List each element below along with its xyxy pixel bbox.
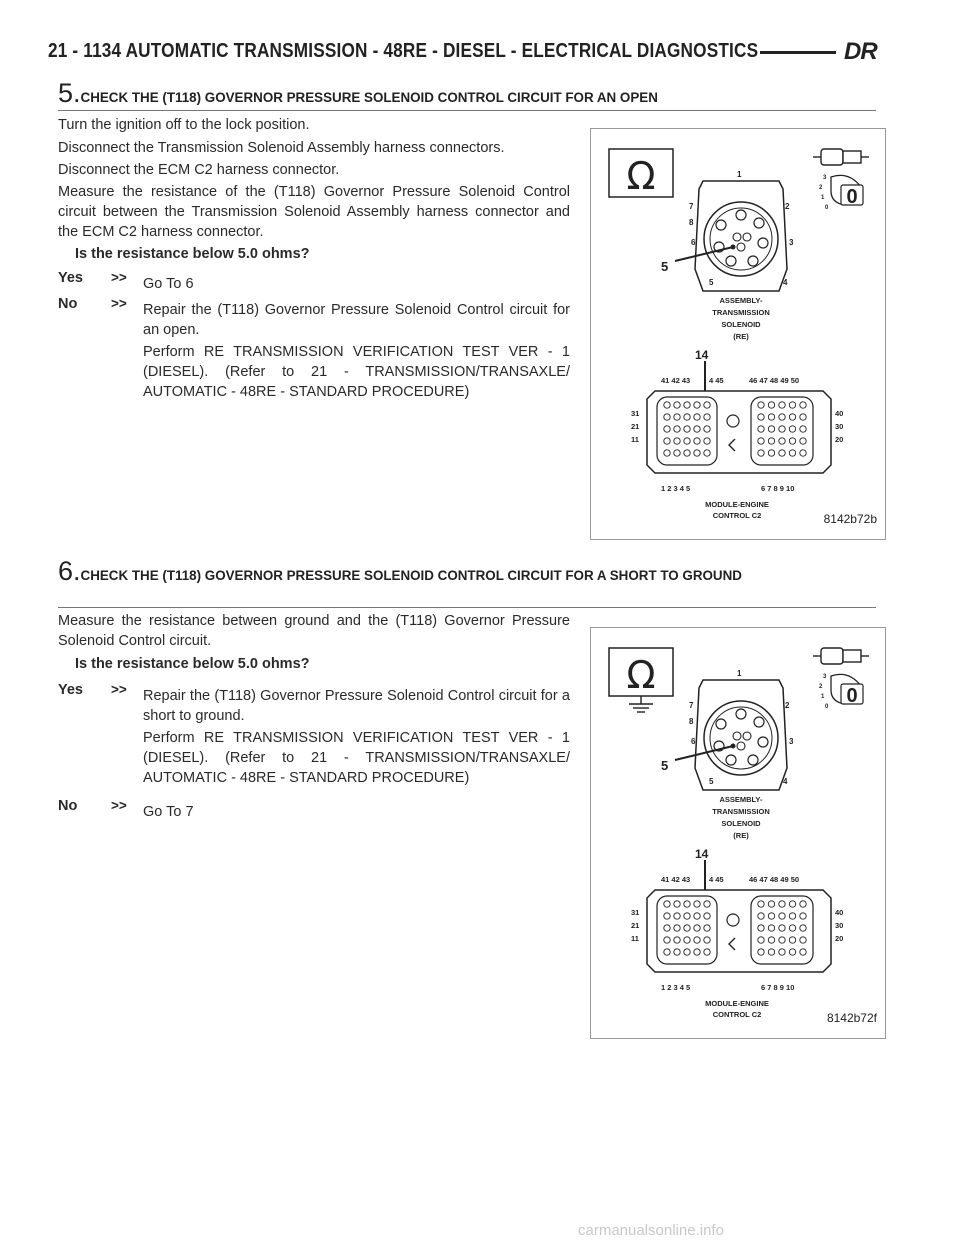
watermark: carmanualsonline.info — [578, 1222, 724, 1239]
step5-yes-text: Go To 6 — [143, 276, 194, 292]
ecm-pin-label: 21 — [631, 921, 640, 930]
ohm-symbol: Ω — [626, 653, 656, 697]
ecm-pin — [684, 925, 690, 931]
ecm-pin — [768, 913, 774, 919]
ecm-pin — [800, 937, 806, 943]
ecm-pin-label: 11 — [631, 934, 639, 943]
ecm-pin-label: 31 — [631, 409, 640, 418]
ecm-pin — [704, 438, 710, 444]
round-caption: ASSEMBLY- — [719, 296, 763, 305]
round-callout-label: 5 — [661, 758, 669, 773]
step5-paragraph: Measure the resistance of the (T118) Governor Pressure Solenoid Control circuit between the Transmission Solenoid Assembly harness connector and the ECM C2 harness connector. — [58, 184, 570, 240]
ecm-pin — [674, 901, 680, 907]
step5-no-text: Perform RE TRANSMISSION VERIFICATION TEST VER - 1 (DIESEL). (Refer to 21 - TRANSMISSION/TRANSAXLE/ AUTOMATIC - 48RE - STANDARD PROCEDURE) — [143, 344, 570, 400]
ecm-caption: MODULE-ENGINE — [705, 999, 769, 1008]
ecm-pin-label: 40 — [835, 908, 844, 917]
step6-number: 6. — [58, 556, 81, 586]
figure-id: 8142b72f — [826, 1011, 877, 1025]
meter-scale-label: 1 — [821, 195, 825, 201]
ecm-pin — [684, 414, 690, 420]
plug-icon — [821, 648, 843, 664]
ecm-pin-label: 41 42 43 — [661, 376, 691, 385]
ecm-pin — [694, 426, 700, 432]
meter-scale-label: 0 — [825, 205, 829, 211]
ecm-pin-label: 46 47 48 49 50 — [749, 875, 800, 884]
ecm-pin — [674, 937, 680, 943]
round-callout-label: 5 — [661, 259, 669, 274]
meter-digit: 0 — [846, 186, 858, 208]
ecm-pin-label: 1 2 3 4 5 — [661, 484, 691, 493]
ecm-pin — [758, 949, 764, 955]
ecm-pin — [684, 402, 690, 408]
ecm-pin — [704, 901, 710, 907]
ecm-pin — [758, 937, 764, 943]
ecm-pin — [704, 925, 710, 931]
ecm-pin-label: 4 45 — [709, 875, 724, 884]
ecm-caption: CONTROL C2 — [712, 1010, 762, 1019]
ecm-pin — [694, 913, 700, 919]
ecm-pin — [674, 949, 680, 955]
ecm-pin — [768, 949, 774, 955]
ecm-pin — [704, 450, 710, 456]
ecm-pin — [704, 426, 710, 432]
ecm-pin — [664, 450, 670, 456]
ecm-pin — [694, 438, 700, 444]
ecm-pin — [684, 937, 690, 943]
ecm-pin — [800, 426, 806, 432]
ecm-pin — [779, 450, 785, 456]
ecm-pin — [800, 913, 806, 919]
ohm-symbol: Ω — [626, 154, 656, 198]
connector-pin — [737, 243, 745, 251]
ecm-pin-label: 20 — [835, 934, 844, 943]
ecm-pin — [694, 414, 700, 420]
plug-icon — [821, 149, 843, 165]
ecm-pin — [758, 426, 764, 432]
connector-pin — [716, 220, 726, 230]
callout-dot — [731, 744, 736, 749]
ecm-pin — [664, 937, 670, 943]
ecm-pin — [704, 402, 710, 408]
connector-pin — [726, 755, 736, 765]
step6-no-text: Go To 7 — [143, 804, 194, 820]
round-pin-label: 1 — [737, 669, 742, 678]
step5-yes-label: Yes — [58, 270, 83, 286]
ecm-pin — [789, 925, 795, 931]
step5-paragraph: Turn the ignition off to the lock position. — [58, 117, 310, 133]
ecm-pin — [664, 426, 670, 432]
connector-pin — [743, 732, 751, 740]
connector-pin — [754, 218, 764, 228]
ecm-pin — [664, 949, 670, 955]
round-caption: (RE) — [733, 831, 749, 840]
ecm-caption: MODULE-ENGINE — [705, 500, 769, 509]
step5-paragraph: Disconnect the Transmission Solenoid Assembly harness connectors. — [58, 140, 505, 156]
connector-pin — [748, 755, 758, 765]
ecm-callout-label: 14 — [695, 348, 709, 362]
callout-dot — [731, 245, 736, 250]
round-pin-label: 5 — [709, 278, 714, 287]
meter-scale-label: 0 — [825, 704, 829, 710]
ecm-key-hole — [727, 415, 739, 427]
plug-icon — [843, 151, 861, 163]
ecm-pin — [800, 402, 806, 408]
ecm-pin — [789, 937, 795, 943]
step5-heading — [58, 78, 658, 109]
ecm-pin — [768, 937, 774, 943]
ecm-pin — [694, 937, 700, 943]
round-pin-label: 8 — [689, 218, 694, 227]
page-header — [48, 40, 888, 64]
ecm-pin — [779, 426, 785, 432]
connector-pin — [733, 233, 741, 241]
step5-no-text: Repair the (T118) Governor Pressure Solenoid Control circuit for an open. — [143, 302, 570, 338]
ecm-pin — [768, 438, 774, 444]
ecm-pin — [674, 913, 680, 919]
ecm-pin — [758, 402, 764, 408]
step6-figure — [590, 627, 886, 1039]
ecm-pin — [800, 949, 806, 955]
ecm-pin — [758, 414, 764, 420]
plug-icon — [843, 650, 861, 662]
step5-no-arrow: >> — [111, 296, 127, 311]
step5-number: 5. — [58, 78, 81, 108]
figure-id: 8142b72b — [823, 512, 877, 526]
ecm-pin — [704, 949, 710, 955]
header-title: 21 - 1134 AUTOMATIC TRANSMISSION - 48RE - DIESEL - ELECTRICAL DIAGNOSTICS — [48, 40, 759, 62]
header-brand: DR — [844, 38, 877, 65]
step6-rule — [58, 607, 876, 608]
ecm-pin — [664, 438, 670, 444]
ecm-pin — [768, 402, 774, 408]
meter-scale-label: 2 — [819, 684, 823, 690]
round-pin-label: 3 — [789, 238, 794, 247]
connector-pin — [754, 717, 764, 727]
ecm-pin — [758, 925, 764, 931]
ecm-pin — [779, 949, 785, 955]
ecm-pin-label: 11 — [631, 435, 639, 444]
step6-question: Is the resistance below 5.0 ohms? — [75, 656, 310, 672]
step5-rule — [58, 110, 876, 111]
ecm-pin-label: 4 45 — [709, 376, 724, 385]
step6-yes-label: Yes — [58, 682, 83, 698]
ecm-pin — [789, 450, 795, 456]
ecm-pin — [674, 402, 680, 408]
ecm-pin — [684, 901, 690, 907]
ecm-pin-label: 41 42 43 — [661, 875, 691, 884]
ecm-pin — [800, 450, 806, 456]
connector-pin — [748, 256, 758, 266]
ecm-pin — [758, 438, 764, 444]
ecm-pin-label: 40 — [835, 409, 844, 418]
round-caption: (RE) — [733, 332, 749, 341]
ecm-pin — [664, 414, 670, 420]
ecm-pin — [779, 913, 785, 919]
ecm-pin — [789, 949, 795, 955]
connector-pin — [736, 210, 746, 220]
meter-digit: 0 — [846, 685, 858, 707]
connector-pin — [736, 709, 746, 719]
meter-scale-label: 3 — [823, 175, 827, 181]
ecm-key-hole — [727, 914, 739, 926]
step6-heading — [58, 556, 742, 587]
meter-scale-label: 1 — [821, 694, 825, 700]
ecm-pin — [789, 414, 795, 420]
ecm-pin — [664, 913, 670, 919]
round-caption: TRANSMISSION — [712, 308, 770, 317]
connector-pin — [758, 737, 768, 747]
round-pin-label: 6 — [691, 238, 696, 247]
ecm-pin — [779, 901, 785, 907]
round-pin-label: 4 — [783, 278, 788, 287]
ecm-pin — [704, 913, 710, 919]
round-caption: SOLENOID — [721, 819, 761, 828]
ecm-pin — [674, 438, 680, 444]
ecm-pin-label: 46 47 48 49 50 — [749, 376, 800, 385]
ecm-pin — [674, 925, 680, 931]
ecm-pin-label: 21 — [631, 422, 640, 431]
ecm-pin — [779, 925, 785, 931]
round-pin-label: 1 — [737, 170, 742, 179]
ecm-pin — [664, 402, 670, 408]
step5-yes-arrow: >> — [111, 270, 127, 285]
step6-yes-text: Perform RE TRANSMISSION VERIFICATION TEST VER - 1 (DIESEL). (Refer to 21 - TRANSMISSION/TRANSAXLE/ AUTOMATIC - 48RE - STANDARD PROCEDURE) — [143, 730, 570, 786]
ecm-pin — [768, 426, 774, 432]
ecm-pin — [768, 414, 774, 420]
step6-no-label: No — [58, 798, 78, 814]
connector-pin — [737, 742, 745, 750]
ecm-pin-label: 6 7 8 9 10 — [761, 983, 795, 992]
ecm-pin — [758, 913, 764, 919]
round-pin-label: 7 — [689, 202, 694, 211]
ecm-pin — [758, 450, 764, 456]
ecm-pin — [779, 937, 785, 943]
connector-diagram — [591, 628, 885, 1038]
ecm-pin-label: 30 — [835, 921, 844, 930]
ecm-pin — [684, 438, 690, 444]
round-pin-label: 4 — [783, 777, 788, 786]
ecm-pin — [694, 901, 700, 907]
ecm-pin — [704, 937, 710, 943]
ecm-pin — [789, 402, 795, 408]
connector-pin — [758, 238, 768, 248]
meter-scale-label: 3 — [823, 674, 827, 680]
step6-yes-arrow: >> — [111, 682, 127, 697]
step5-no-label: No — [58, 296, 78, 312]
ecm-pin — [684, 913, 690, 919]
connector-pin — [726, 256, 736, 266]
ecm-pin-label: 6 7 8 9 10 — [761, 484, 795, 493]
step5-question: Is the resistance below 5.0 ohms? — [75, 246, 310, 262]
ecm-pin — [800, 414, 806, 420]
ecm-pin — [768, 925, 774, 931]
ecm-caption: CONTROL C2 — [712, 511, 762, 520]
ecm-pin — [800, 901, 806, 907]
ecm-pin — [800, 438, 806, 444]
step5-title: CHECK THE (T118) GOVERNOR PRESSURE SOLENOID CONTROL CIRCUIT FOR AN OPEN — [80, 90, 658, 105]
ecm-pin — [789, 438, 795, 444]
step6-paragraph: Measure the resistance between ground and the (T118) Governor Pressure Solenoid Control circuit. — [58, 613, 570, 649]
connector-diagram — [591, 129, 885, 539]
ecm-pin — [768, 901, 774, 907]
round-pin-label: 3 — [789, 737, 794, 746]
ecm-pin — [694, 450, 700, 456]
ecm-callout-label: 14 — [695, 847, 709, 861]
ecm-pin — [694, 949, 700, 955]
ecm-pin — [789, 913, 795, 919]
step6-no-arrow: >> — [111, 798, 127, 813]
ecm-pin — [800, 925, 806, 931]
step6-yes-text: Repair the (T118) Governor Pressure Solenoid Control circuit for a short to ground. — [143, 688, 570, 724]
round-pin-label: 2 — [785, 701, 790, 710]
connector-pin — [743, 233, 751, 241]
ecm-pin-label: 31 — [631, 908, 640, 917]
step5-figure — [590, 128, 886, 540]
round-caption: ASSEMBLY- — [719, 795, 763, 804]
ecm-pin — [694, 925, 700, 931]
round-pin-label: 8 — [689, 717, 694, 726]
connector-pin — [716, 719, 726, 729]
connector-pin — [733, 732, 741, 740]
ecm-pin — [674, 450, 680, 456]
ecm-pin — [664, 925, 670, 931]
ecm-pin — [674, 426, 680, 432]
round-pin-label: 6 — [691, 737, 696, 746]
ecm-pin — [779, 402, 785, 408]
header-rule — [760, 51, 836, 54]
round-pin-label: 5 — [709, 777, 714, 786]
step6-title: CHECK THE (T118) GOVERNOR PRESSURE SOLENOID CONTROL CIRCUIT FOR A SHORT TO GROUND — [80, 568, 742, 583]
round-pin-label: 7 — [689, 701, 694, 710]
ecm-pin — [664, 901, 670, 907]
round-caption: SOLENOID — [721, 320, 761, 329]
ecm-pin — [684, 426, 690, 432]
meter-scale-label: 2 — [819, 185, 823, 191]
ecm-pin — [694, 402, 700, 408]
ecm-pin — [768, 450, 774, 456]
ecm-pin-label: 20 — [835, 435, 844, 444]
ecm-pin — [758, 901, 764, 907]
step5-paragraph: Disconnect the ECM C2 harness connector. — [58, 162, 340, 178]
ecm-pin — [704, 414, 710, 420]
ecm-pin-label: 30 — [835, 422, 844, 431]
ecm-pin — [779, 438, 785, 444]
ecm-pin — [684, 949, 690, 955]
ecm-pin — [789, 426, 795, 432]
round-pin-label: 2 — [785, 202, 790, 211]
round-caption: TRANSMISSION — [712, 807, 770, 816]
ecm-pin — [789, 901, 795, 907]
ecm-pin — [684, 450, 690, 456]
ecm-pin-label: 1 2 3 4 5 — [661, 983, 691, 992]
ecm-pin — [674, 414, 680, 420]
ecm-pin — [779, 414, 785, 420]
